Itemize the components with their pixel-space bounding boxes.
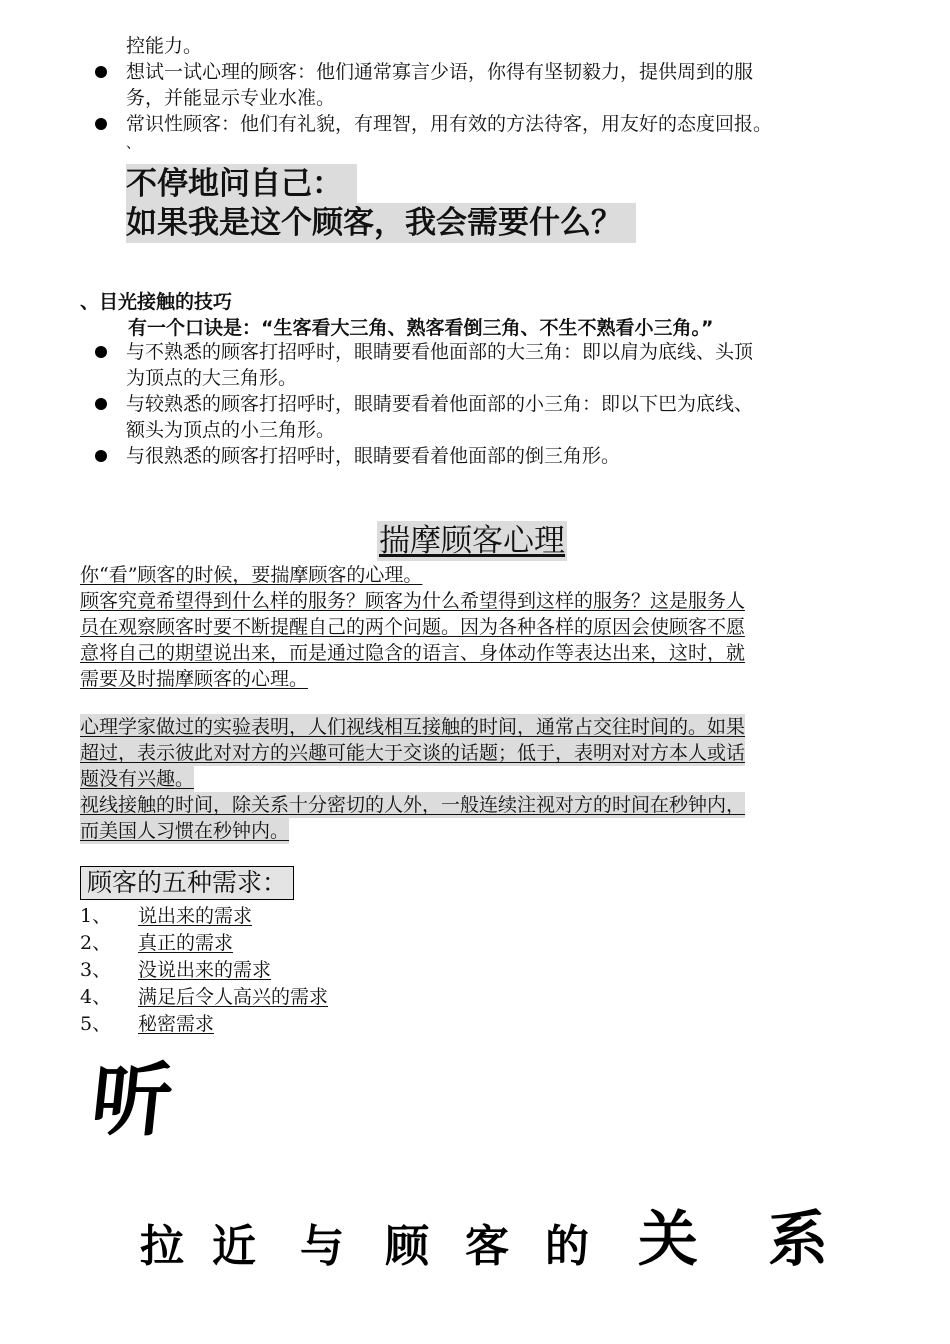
- closing-char: 拉: [140, 1221, 184, 1272]
- text-line: 需要及时揣摩顾客的心理。: [80, 668, 309, 690]
- list-item: 满足后令人高兴的需求: [138, 986, 329, 1008]
- closing-char: 系: [768, 1205, 828, 1275]
- text-line: 心理学家做过的实验表明，人们视线相互接触的时间，通常占交往时间的。如果: [80, 716, 746, 738]
- section-title-psychology: 揣摩顾客心理: [379, 523, 565, 559]
- list-item: 没说出来的需求: [138, 959, 272, 981]
- text-line: 务，并能显示专业水准。: [126, 87, 336, 109]
- text-line: 顾客究竟希望得到什么样的服务？顾客为什么希望得到这样的服务？这是服务人: [80, 590, 746, 612]
- closing-heading: [140, 1205, 840, 1275]
- text-line: 与较熟悉的顾客打招呼时，眼睛要看着他面部的小三角：即以下巴为底线、: [126, 393, 754, 415]
- list-item-num: 3、: [80, 959, 112, 981]
- list-item: 秘密需求: [138, 1013, 215, 1035]
- list-item-num: 1、: [80, 905, 112, 927]
- bullet-icon: [95, 398, 107, 410]
- closing-char: 客: [465, 1221, 509, 1272]
- text-line: 想试一试心理的顾客：他们通常寡言少语，你得有坚韧毅力，提供周到的服: [126, 61, 754, 83]
- text-line: 为顶点的大三角形。: [126, 367, 298, 389]
- text-line: 视线接触的时间，除关系十分密切的人外，一般连续注视对方的时间在秒钟内，: [80, 794, 746, 816]
- list-item-num: 4、: [80, 986, 112, 1008]
- list-item-num: 5、: [80, 1013, 112, 1035]
- bullet-icon: [95, 450, 107, 462]
- text-line: 题没有兴趣。: [80, 768, 195, 790]
- listen-heading: 听: [87, 1053, 177, 1147]
- text-line: 你“看”顾客的时候，要揣摩顾客的心理。: [80, 564, 423, 586]
- text-line: 超过，表示彼此对对方的兴趣可能大于交谈的话题；低于，表明对对方本人或话: [80, 742, 746, 764]
- list-item: 说出来的需求: [138, 905, 253, 927]
- needs-title: 顾客的五种需求：: [80, 866, 294, 900]
- bullet-icon: [95, 118, 107, 130]
- section-heading-eye-contact: 、目光接触的技巧: [80, 291, 233, 313]
- text-line: 控能力。: [126, 35, 203, 57]
- callout-line-2: 如果我是这个顾客，我会需要什么？: [126, 203, 636, 243]
- text-line: 与不熟悉的顾客打招呼时，眼睛要看他面部的大三角：即以肩为底线、头顶: [126, 341, 754, 363]
- text-line: 而美国人习惯在秒钟内。: [80, 820, 290, 842]
- closing-char: 顾: [385, 1221, 429, 1272]
- text-line: 额头为顶点的小三角形。: [126, 419, 336, 441]
- eye-contact-motto: 有一个口诀是：“生客看大三角、熟客看倒三角、不生不熟看小三角。”: [128, 317, 714, 339]
- list-item-num: 2、: [80, 932, 112, 954]
- bullet-icon: [95, 346, 107, 358]
- text-line: 意将自己的期望说出来，而是通过隐含的语言、身体动作等表达出来，这时，就: [80, 642, 746, 664]
- text-line: 与很熟悉的顾客打招呼时，眼睛要看着他面部的倒三角形。: [126, 445, 621, 467]
- text-line: 员在观察顾客时要不断提醒自己的两个问题。因为各种各样的原因会使顾客不愿: [80, 616, 746, 638]
- text-line: 常识性顾客：他们有礼貌，有理智，用有效的方法待客，用友好的态度回报。: [126, 113, 773, 135]
- closing-char: 与: [300, 1221, 344, 1272]
- closing-char: 近: [212, 1221, 256, 1272]
- closing-char: 的: [545, 1221, 589, 1272]
- bullet-icon: [95, 66, 107, 78]
- list-item: 真正的需求: [138, 932, 234, 954]
- closing-char: 关: [638, 1205, 698, 1275]
- stray-mark: 、: [126, 136, 140, 152]
- callout-line-1: 不停地问自己：: [126, 164, 357, 204]
